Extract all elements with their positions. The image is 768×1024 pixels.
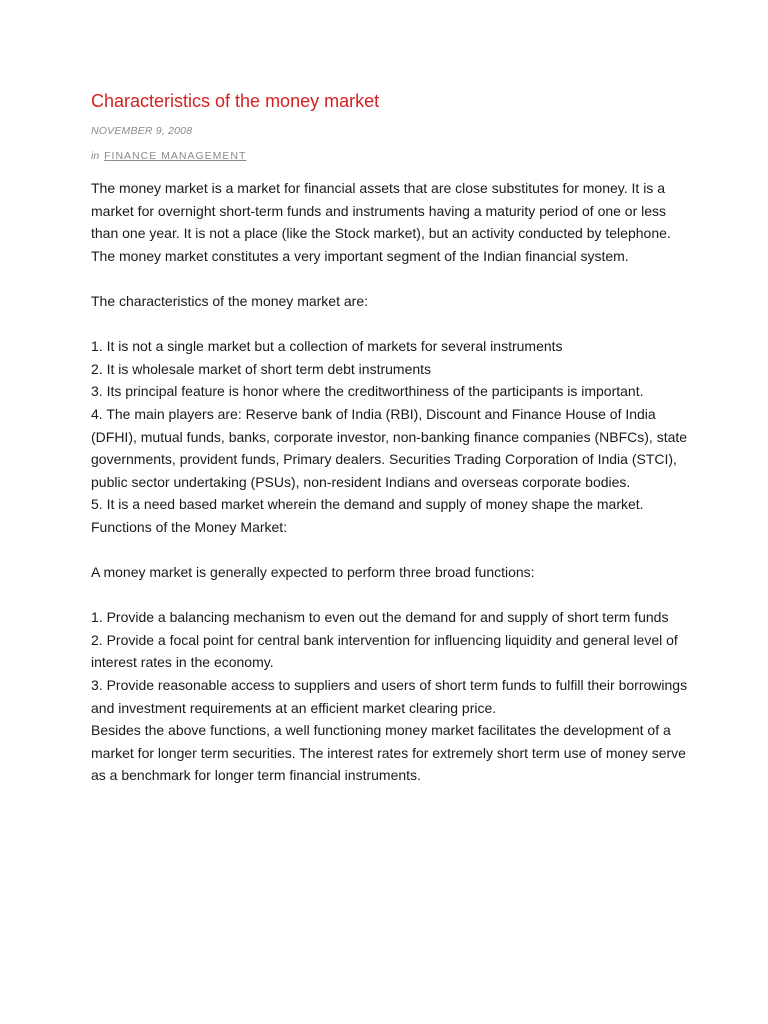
characteristic-item-4: 4. The main players are: Reserve bank of India (RBI), Discount and Finance House of India (DFHI), mutual funds, banks, corporate investor, non-banking finance companies (NBFCs), state governments, provident funds, Primary dealers. Securities Trading Corporation of India (STCI), public sector undertaking (PSUs), non-resident Indians and overseas corporate bodies. [91, 405, 688, 490]
functions-intro: A money market is generally expected to perform three broad functions: [91, 564, 535, 581]
closing-paragraph: Besides the above functions, a well functioning money market facilitates the development of a market for longer term securities. The interest rates for extremely short term use of money serve as a benchmark for longer term financial instruments. [91, 722, 686, 784]
characteristic-item-2: 2. It is wholesale market of short term debt instruments [91, 360, 432, 377]
characteristics-heading: The characteristics of the money market are: [91, 292, 368, 309]
function-item-3: 3. Provide reasonable access to suppliers and users of short term funds to fulfill their borrowings and investment requirements at an efficient market clearing price. [91, 677, 688, 716]
article-title: Characteristics of the money market [91, 91, 380, 111]
characteristic-item-5: 5. It is a need based market wherein the demand and supply of money shape the market. [91, 496, 644, 513]
characteristic-item-3: 3. Its principal feature is honor where the creditworthiness of the participants is important. [91, 383, 644, 400]
intro-paragraph: The money market is a market for financial assets that are close substitutes for money. It is a market for overnight short-term funds and instruments having a maturity period of one or less than one year. It is not a place (like the Stock market), but an activity conducted by telephone. The money market constitutes a very important segment of the Indian financial system. [91, 180, 671, 264]
category-link[interactable]: FINANCE MANAGEMENT [104, 150, 247, 162]
category-prefix: in [91, 150, 100, 162]
function-item-2: 2. Provide a focal point for central bank intervention for influencing liquidity and general level of interest rates in the economy. [91, 631, 678, 671]
article-date: NOVEMBER 9, 2008 [91, 125, 193, 137]
article-body [91, 177, 691, 787]
function-item-1: 1. Provide a balancing mechanism to even out the demand for and supply of short term funds [91, 609, 669, 626]
article-category-line [91, 149, 246, 163]
functions-heading: Functions of the Money Market: [91, 518, 288, 535]
characteristic-item-1: 1. It is not a single market but a collection of markets for several instruments [91, 338, 563, 355]
